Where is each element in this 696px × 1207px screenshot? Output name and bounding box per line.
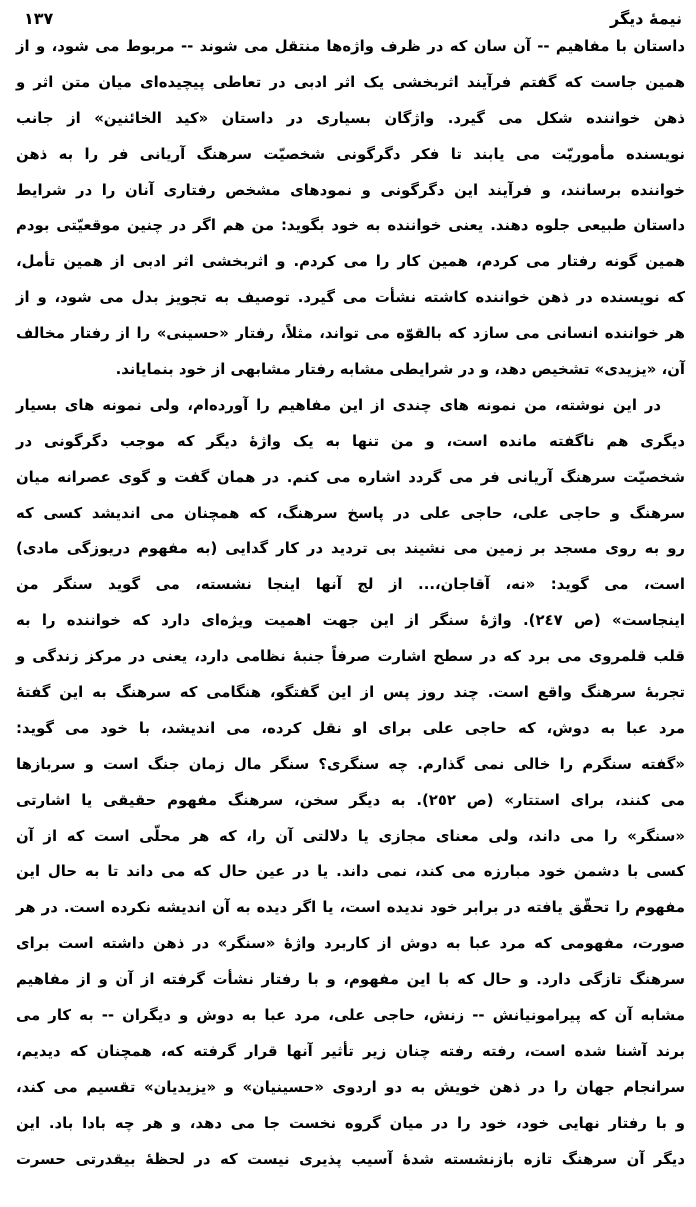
text-line: مفهوم را تحقّق یافته در برابر خود ندیده است، یا اگر دیده به آن اندیشه نکرده است. در هر bbox=[16, 898, 685, 917]
text-line: دیگر آن سرهنگ تازه بازنشسته شدهٔ آسیب پذیری نیست که در لحظهٔ بیقدرتی حسرت bbox=[16, 1149, 685, 1168]
text-line: داستان طبیعی جلوه دهند. یعنی خواننده به خود بگوید: من هم اگر در چنین موقعیّتی بودم bbox=[16, 216, 685, 235]
text-line: مشابه آن که پیرامونیانش -- زنش، حاجی علی، مرد عبا به دوش و دیگران -- به کار می bbox=[16, 1006, 685, 1025]
text-line: اینجاست» (ص ٢٤٧). واژهٔ سنگر از این جهت اهمیت ویژه‌ای دارد که خواننده را به bbox=[16, 611, 685, 630]
text-line: دیگری هم ناگفته مانده است، و من تنها به یک واژهٔ دیگر که موجب دگرگونی در bbox=[16, 431, 685, 450]
text-line: نویسنده مأموریّت می یابند تا فکر دگرگونی شخصیّت سرهنگ آریانی فر را به ذهن bbox=[16, 144, 685, 163]
text-line: هر خواننده انسانی می سازد که بالقوّه می تواند، مثلاً، رفتار «حسینی» را از رفتار مخالف bbox=[16, 324, 685, 343]
body-text bbox=[16, 29, 685, 1178]
text-line: که نویسنده در ذهن خواننده کاشته نشأت می گیرد. توصیف به تجویز بدل می شود، و از bbox=[16, 288, 685, 307]
text-line: همین گونه رفتار می کردم، همین کار را می کردم. و اثربخشی اثر ادبی از همین تأمل، bbox=[16, 252, 685, 271]
page-number: ١٣٧ bbox=[24, 9, 54, 28]
text-line: کسی با دشمن خود مبارزه می کند، نمی داند. یا در عین حال که می داند تا به حال این bbox=[16, 862, 685, 881]
text-line: «گفته سنگرم را خالی نمی گذارم. چه سنگری؟ سنگر مال زمان جنگ است و سربازها bbox=[16, 754, 685, 773]
text-line: ذهن خواننده شکل می گیرد. واژگان بسیاری در داستان «کید الخائنین» از جانب bbox=[16, 108, 685, 127]
text-line: سرانجام جهان را در ذهن خویش به دو اردوی «حسینیان» و «یزیدیان» تقسیم می کند، bbox=[16, 1077, 685, 1096]
text-line: «سنگر» را می داند، ولی معنای مجازی یا دلالتی آن را، که هر محلّی است که از آن bbox=[16, 826, 685, 845]
text-line: برند آشنا شده است، رفته رفته چنان زیر تأثیر آنها قرار گرفته که، همچنان که دیدیم، bbox=[16, 1041, 685, 1060]
text-line: همین جاست که گفتم فرآیند اثربخشی یک اثر ادبی در تعاطی پیچیده‌ای میان متن اثر و bbox=[16, 72, 685, 91]
text-line: خواننده برسانند، و فرآیند این دگرگونی و نمودهای مشخص رفتاری آنان را در شرایط bbox=[16, 180, 685, 199]
text-line: شخصیّت سرهنگ آریانی فر می گردد اشاره می کنم. در همان گفت و گوی عصرانه میان bbox=[16, 467, 685, 486]
text-line: می کنند، برای استتار» (ص ٢٥٢). به دیگر سخن، سرهنگ مفهوم حقیقی یا اشارتی bbox=[16, 790, 685, 809]
text-line: آن، «یزیدی» تشخیص دهد، و در شرایطی مشابه رفتار مشابهی از خود بنمایاند. bbox=[115, 360, 685, 379]
text-line: رو به روی مسجد بر زمین می نشیند بی تردید در کار گدایی (به مفهوم دریوزگی مادی) bbox=[16, 539, 685, 558]
text-line: قلب قلمروی می برد که در سطح اشارت صرفاً جنبهٔ نظامی دارد، یعنی در مرکز زندگی و bbox=[16, 647, 685, 666]
paragraph bbox=[16, 29, 685, 388]
text-line: مرد عبا به دوش، که حاجی علی برای او نقل کرده، می اندیشد، با خود می گوید: bbox=[16, 718, 685, 737]
text-line: صورت، مفهومی که مرد عبا به دوش از کاربرد واژهٔ «سنگر» در ذهن داشته است برای bbox=[16, 934, 685, 953]
text-line: و با رفتار نهایی خود، خود را در میان گروه نخست جا می دهد، و هر چه بادا باد. این bbox=[16, 1113, 685, 1132]
text-line: سرهنگ و حاجی علی، حاجی علی در پاسخ سرهنگ، که همچنان می اندیشد کسی که bbox=[16, 503, 685, 522]
text-line: سرهنگ تازگی دارد. و حال که با این مفهوم، و با رفتار نشأت گرفته از آن و از مفاهیم bbox=[16, 970, 685, 989]
text-line: در این نوشته، من نمونه های چندی از این مفاهیم را آورده‌ام، ولی نمونه های بسیار bbox=[16, 395, 661, 414]
running-title: نیمهٔ دیگر bbox=[609, 9, 682, 28]
text-line: است، می گوید: «نه، آقاجان،... از لج آنها اینجا نشسته، می گوید سنگر من bbox=[16, 575, 685, 594]
text-line: داستان با مفاهیم -- آن سان که در ظرف واژه‌ها منتقل می شوند -- مربوط می شود، و از bbox=[16, 37, 685, 55]
paragraph bbox=[16, 388, 685, 1178]
text-line: تجربهٔ سرهنگ واقع است. چند روز پس از این گفتگو، هنگامی که سرهنگ به این گفتهٔ bbox=[16, 683, 685, 702]
